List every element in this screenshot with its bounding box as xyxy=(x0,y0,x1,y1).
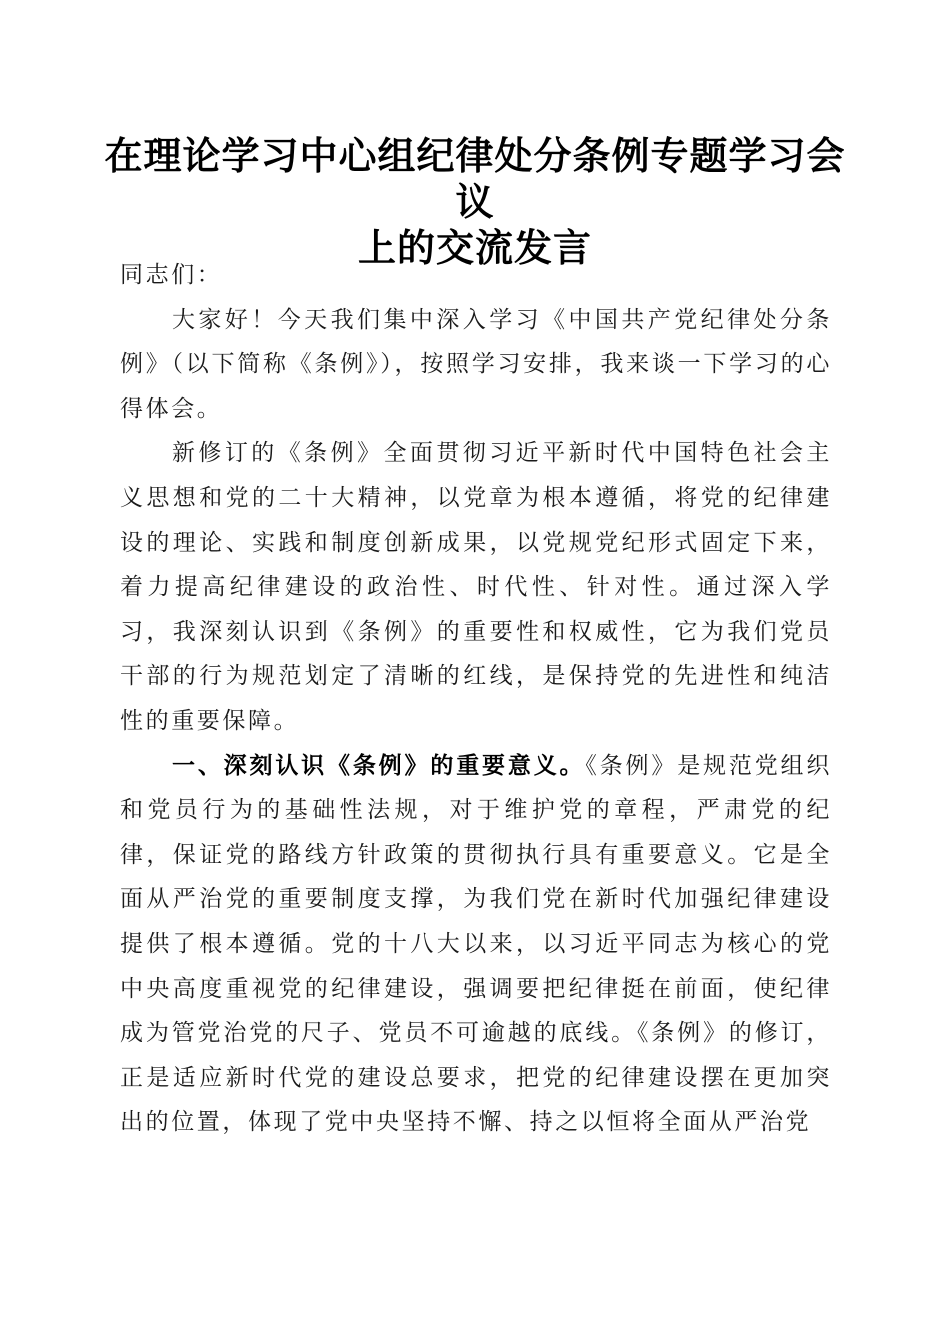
section-1-text: 《条例》是规范党组织和党员行为的基础性法规，对于维护党的章程，严肃党的纪律，保证党的路线方针政策的贯彻执行具有重要意义。它是全面从严治党的重要制度支撑，为我们党在新时代加强纪律建设提供了根本遵循。党的十八大以来，以习近平同志为核心的党中央高度重视党的纪律建设，强调要把纪律挺在前面，使纪律成为管党治党的尺子、党员不可逾越的底线。《条例》的修订，正是适应新时代党的建设总要求，把党的纪律建设摆在更加突出的位置，体现了党中央坚持不懈、持之以恒将全面从严治党 xyxy=(120,752,832,1136)
paragraph-section-1 xyxy=(120,744,832,1145)
title-line-2: 上的交流发言 xyxy=(357,225,592,270)
paragraph-greeting: 大家好！今天我们集中深入学习《中国共产党纪律处分条例》（以下简称《条例》），按照学习安排，我来谈一下学习的心得体会。 xyxy=(120,306,832,422)
title-line-1: 在理论学习中心组纪律处分条例专题学习会议 xyxy=(104,133,846,224)
document-body xyxy=(120,253,832,1145)
document-title xyxy=(100,133,850,271)
paragraph-overview: 新修订的《条例》全面贯彻习近平新时代中国特色社会主义思想和党的二十大精神，以党章为根本遵循，将党的纪律建设的理论、实践和制度创新成果，以党规党纪形式固定下来，着力提高纪律建设的政治性、时代性、针对性。通过深入学习，我深刻认识到《条例》的重要性和权威性，它为我们党员干部的行为规范划定了清晰的红线，是保持党的先进性和纯洁性的重要保障。 xyxy=(120,440,832,734)
section-1-heading: 一、深刻认识《条例》的重要意义。 xyxy=(172,752,586,779)
salutation: 同志们： xyxy=(120,262,223,288)
